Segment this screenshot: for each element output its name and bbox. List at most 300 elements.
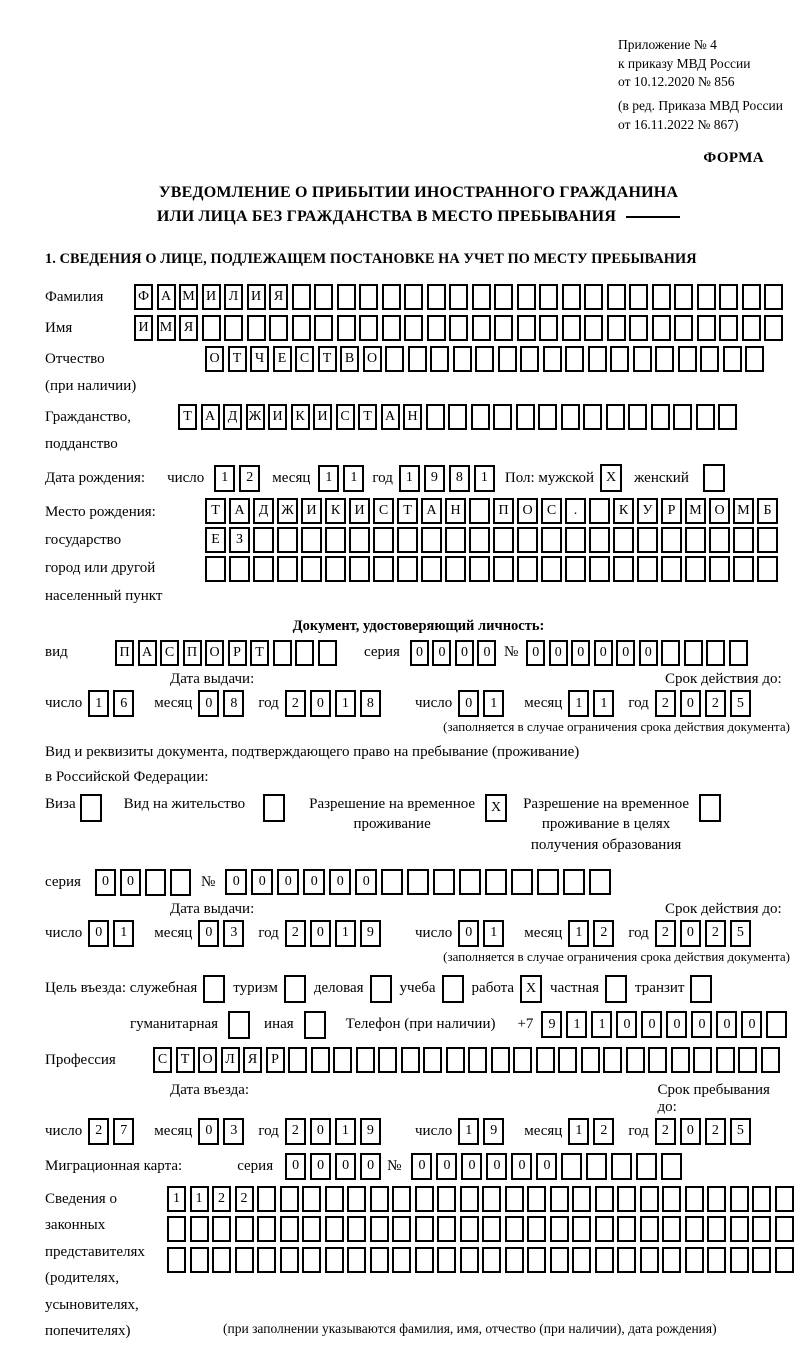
form-cell[interactable] xyxy=(325,527,346,553)
form-cell[interactable]: 0 xyxy=(680,690,701,717)
form-cell[interactable]: 0 xyxy=(691,1011,712,1038)
form-cell[interactable] xyxy=(288,1047,307,1073)
form-cell[interactable] xyxy=(527,1216,546,1242)
form-cell[interactable] xyxy=(678,346,697,372)
form-cell[interactable]: 6 xyxy=(113,690,134,717)
form-cell[interactable]: 0 xyxy=(594,640,613,666)
form-cell[interactable] xyxy=(637,527,658,553)
form-cell[interactable] xyxy=(742,284,761,310)
form-cell[interactable]: 0 xyxy=(251,869,273,895)
form-cell[interactable]: 1 xyxy=(568,1118,589,1145)
form-cell[interactable]: 0 xyxy=(716,1011,737,1038)
form-cell[interactable]: У xyxy=(637,498,658,524)
form-cell[interactable] xyxy=(404,284,423,310)
form-cell[interactable] xyxy=(314,284,333,310)
form-cell[interactable]: 8 xyxy=(223,690,244,717)
form-cell[interactable]: П xyxy=(115,640,134,666)
form-cell[interactable] xyxy=(662,1247,681,1273)
form-cell[interactable] xyxy=(421,556,442,582)
form-cell[interactable] xyxy=(80,794,102,822)
form-cell[interactable]: 1 xyxy=(458,1118,479,1145)
form-cell[interactable]: К xyxy=(613,498,634,524)
form-cell[interactable] xyxy=(733,556,754,582)
form-cell[interactable] xyxy=(742,315,761,341)
form-cell[interactable] xyxy=(565,556,586,582)
form-cell[interactable] xyxy=(538,404,557,430)
form-cell[interactable]: 1 xyxy=(483,920,504,947)
form-cell[interactable] xyxy=(696,404,715,430)
form-cell[interactable] xyxy=(697,284,716,310)
form-cell[interactable]: Л xyxy=(221,1047,240,1073)
form-cell[interactable]: 0 xyxy=(335,1153,356,1180)
form-cell[interactable]: Б xyxy=(757,498,778,524)
form-cell[interactable] xyxy=(498,346,517,372)
form-cell[interactable]: 2 xyxy=(285,1118,306,1145)
form-cell[interactable]: Ф xyxy=(134,284,153,310)
form-cell[interactable] xyxy=(269,315,288,341)
form-cell[interactable]: А xyxy=(381,404,400,430)
form-cell[interactable] xyxy=(673,404,692,430)
form-cell[interactable] xyxy=(610,346,629,372)
form-cell[interactable]: 1 xyxy=(474,465,495,492)
form-cell[interactable]: 1 xyxy=(318,465,339,492)
form-cell[interactable] xyxy=(333,1047,352,1073)
form-cell[interactable] xyxy=(407,869,429,895)
form-cell[interactable] xyxy=(718,404,737,430)
form-cell[interactable] xyxy=(397,527,418,553)
form-cell[interactable]: И xyxy=(301,498,322,524)
form-cell[interactable]: 0 xyxy=(616,640,635,666)
form-cell[interactable] xyxy=(449,315,468,341)
form-cell[interactable] xyxy=(613,527,634,553)
form-cell[interactable]: С xyxy=(153,1047,172,1073)
form-cell[interactable] xyxy=(408,346,427,372)
form-cell[interactable]: 1 xyxy=(335,1118,356,1145)
form-cell[interactable] xyxy=(311,1047,330,1073)
form-cell[interactable] xyxy=(445,527,466,553)
form-cell[interactable]: 0 xyxy=(641,1011,662,1038)
form-cell[interactable] xyxy=(628,404,647,430)
form-cell[interactable] xyxy=(563,869,585,895)
form-cell[interactable] xyxy=(709,527,730,553)
form-cell[interactable]: 0 xyxy=(277,869,299,895)
form-cell[interactable]: 5 xyxy=(730,920,751,947)
form-cell[interactable]: 0 xyxy=(741,1011,762,1038)
form-cell[interactable] xyxy=(685,556,706,582)
form-cell[interactable] xyxy=(738,1047,757,1073)
form-cell[interactable]: С xyxy=(336,404,355,430)
form-cell[interactable]: С xyxy=(373,498,394,524)
form-cell[interactable] xyxy=(716,1047,735,1073)
form-cell[interactable] xyxy=(448,404,467,430)
form-cell[interactable] xyxy=(730,1186,749,1212)
form-cell[interactable] xyxy=(337,315,356,341)
form-cell[interactable] xyxy=(415,1216,434,1242)
form-cell[interactable] xyxy=(757,527,778,553)
form-cell[interactable]: 1 xyxy=(335,690,356,717)
form-cell[interactable] xyxy=(415,1247,434,1273)
form-cell[interactable] xyxy=(224,315,243,341)
form-cell[interactable]: Н xyxy=(445,498,466,524)
form-cell[interactable]: И xyxy=(134,315,153,341)
form-cell[interactable] xyxy=(589,869,611,895)
form-cell[interactable] xyxy=(550,1216,569,1242)
form-cell[interactable]: 0 xyxy=(461,1153,482,1180)
form-cell[interactable] xyxy=(752,1247,771,1273)
form-cell[interactable] xyxy=(280,1216,299,1242)
form-cell[interactable]: 0 xyxy=(198,690,219,717)
form-cell[interactable] xyxy=(325,1186,344,1212)
form-cell[interactable] xyxy=(491,1047,510,1073)
form-cell[interactable]: К xyxy=(291,404,310,430)
form-cell[interactable]: 9 xyxy=(360,1118,381,1145)
form-cell[interactable]: 0 xyxy=(410,640,429,666)
form-cell[interactable] xyxy=(562,284,581,310)
form-cell[interactable] xyxy=(373,556,394,582)
form-cell[interactable] xyxy=(719,315,738,341)
form-cell[interactable] xyxy=(337,284,356,310)
form-cell[interactable]: А xyxy=(201,404,220,430)
form-cell[interactable] xyxy=(617,1186,636,1212)
form-cell[interactable]: 0 xyxy=(310,690,331,717)
form-cell[interactable]: 1 xyxy=(566,1011,587,1038)
form-cell[interactable] xyxy=(392,1186,411,1212)
form-cell[interactable] xyxy=(775,1216,794,1242)
form-cell[interactable] xyxy=(449,284,468,310)
form-cell[interactable] xyxy=(611,1153,632,1180)
form-cell[interactable] xyxy=(482,1216,501,1242)
form-cell[interactable]: Т xyxy=(250,640,269,666)
form-cell[interactable] xyxy=(445,556,466,582)
form-cell[interactable] xyxy=(752,1186,771,1212)
form-cell[interactable]: 0 xyxy=(310,920,331,947)
form-cell[interactable]: 0 xyxy=(680,1118,701,1145)
form-cell[interactable] xyxy=(565,346,584,372)
form-cell[interactable] xyxy=(637,556,658,582)
form-cell[interactable]: Д xyxy=(223,404,242,430)
form-cell[interactable] xyxy=(606,404,625,430)
form-cell[interactable] xyxy=(370,1216,389,1242)
form-cell[interactable] xyxy=(709,556,730,582)
form-cell[interactable]: 2 xyxy=(655,690,676,717)
form-cell[interactable] xyxy=(494,315,513,341)
form-cell[interactable] xyxy=(517,315,536,341)
form-cell[interactable] xyxy=(349,556,370,582)
form-cell[interactable]: 1 xyxy=(591,1011,612,1038)
form-cell[interactable] xyxy=(730,1216,749,1242)
form-cell[interactable] xyxy=(292,284,311,310)
form-cell[interactable]: 0 xyxy=(666,1011,687,1038)
form-cell[interactable] xyxy=(752,1216,771,1242)
form-cell[interactable] xyxy=(565,527,586,553)
form-cell[interactable] xyxy=(617,1247,636,1273)
form-cell[interactable] xyxy=(356,1047,375,1073)
form-cell[interactable] xyxy=(584,315,603,341)
form-cell[interactable] xyxy=(485,869,507,895)
form-cell[interactable]: 2 xyxy=(285,920,306,947)
form-cell[interactable]: 1 xyxy=(343,465,364,492)
form-cell[interactable] xyxy=(292,315,311,341)
form-cell[interactable] xyxy=(516,404,535,430)
form-cell[interactable] xyxy=(595,1247,614,1273)
form-cell[interactable] xyxy=(685,1216,704,1242)
form-cell[interactable] xyxy=(640,1247,659,1273)
form-cell[interactable]: 9 xyxy=(360,920,381,947)
form-cell[interactable]: 1 xyxy=(568,690,589,717)
form-cell[interactable]: 0 xyxy=(511,1153,532,1180)
form-cell[interactable] xyxy=(603,1047,622,1073)
form-cell[interactable] xyxy=(588,346,607,372)
form-cell[interactable]: 1 xyxy=(190,1186,209,1212)
form-cell[interactable] xyxy=(446,1047,465,1073)
form-cell[interactable]: Ч xyxy=(250,346,269,372)
form-cell[interactable] xyxy=(595,1186,614,1212)
form-cell[interactable] xyxy=(589,556,610,582)
form-cell[interactable] xyxy=(595,1216,614,1242)
form-cell[interactable] xyxy=(684,640,703,666)
form-cell[interactable] xyxy=(605,975,627,1003)
form-cell[interactable] xyxy=(167,1216,186,1242)
form-cell[interactable] xyxy=(707,1216,726,1242)
form-cell[interactable] xyxy=(730,1247,749,1273)
form-cell[interactable] xyxy=(263,794,285,822)
form-cell[interactable] xyxy=(561,1153,582,1180)
form-cell[interactable] xyxy=(482,1247,501,1273)
form-cell[interactable] xyxy=(247,315,266,341)
form-cell[interactable]: П xyxy=(493,498,514,524)
form-cell[interactable]: О xyxy=(517,498,538,524)
form-cell[interactable]: З xyxy=(229,527,250,553)
form-cell[interactable]: Ж xyxy=(277,498,298,524)
form-cell[interactable] xyxy=(505,1216,524,1242)
form-cell[interactable] xyxy=(652,284,671,310)
form-cell[interactable]: 0 xyxy=(486,1153,507,1180)
form-cell[interactable] xyxy=(437,1186,456,1212)
form-cell[interactable]: 5 xyxy=(730,690,751,717)
form-cell[interactable] xyxy=(651,404,670,430)
form-cell[interactable] xyxy=(235,1247,254,1273)
form-cell[interactable] xyxy=(257,1186,276,1212)
form-cell[interactable] xyxy=(190,1216,209,1242)
form-cell[interactable] xyxy=(273,640,292,666)
form-cell[interactable]: 5 xyxy=(730,1118,751,1145)
form-cell[interactable] xyxy=(423,1047,442,1073)
form-cell[interactable] xyxy=(517,527,538,553)
form-cell[interactable]: 2 xyxy=(655,920,676,947)
form-cell[interactable] xyxy=(190,1247,209,1273)
form-cell[interactable] xyxy=(517,556,538,582)
form-cell[interactable] xyxy=(729,640,748,666)
form-cell[interactable]: . xyxy=(565,498,586,524)
form-cell[interactable] xyxy=(640,1216,659,1242)
form-cell[interactable]: 0 xyxy=(616,1011,637,1038)
form-cell[interactable] xyxy=(378,1047,397,1073)
form-cell[interactable] xyxy=(661,527,682,553)
form-cell[interactable] xyxy=(572,1186,591,1212)
form-cell[interactable]: 0 xyxy=(310,1153,331,1180)
form-cell[interactable] xyxy=(719,284,738,310)
form-cell[interactable] xyxy=(359,315,378,341)
form-cell[interactable] xyxy=(235,1216,254,1242)
form-cell[interactable]: 2 xyxy=(212,1186,231,1212)
form-cell[interactable]: 2 xyxy=(285,690,306,717)
form-cell[interactable] xyxy=(459,869,481,895)
form-cell[interactable]: Е xyxy=(273,346,292,372)
form-cell[interactable]: 8 xyxy=(449,465,470,492)
form-cell[interactable]: А xyxy=(138,640,157,666)
form-cell[interactable] xyxy=(723,346,742,372)
form-cell[interactable] xyxy=(253,556,274,582)
form-cell[interactable]: 0 xyxy=(355,869,377,895)
form-cell[interactable] xyxy=(170,869,191,896)
form-cell[interactable] xyxy=(572,1247,591,1273)
form-cell[interactable]: С xyxy=(295,346,314,372)
form-cell[interactable] xyxy=(652,315,671,341)
form-cell[interactable]: 0 xyxy=(536,1153,557,1180)
form-cell[interactable] xyxy=(661,1153,682,1180)
form-cell[interactable] xyxy=(493,404,512,430)
form-cell[interactable] xyxy=(690,975,712,1003)
form-cell[interactable]: М xyxy=(179,284,198,310)
form-cell[interactable] xyxy=(617,1216,636,1242)
form-cell[interactable] xyxy=(437,1247,456,1273)
form-cell[interactable]: Р xyxy=(228,640,247,666)
form-cell[interactable] xyxy=(537,869,559,895)
form-cell[interactable]: 0 xyxy=(458,690,479,717)
form-cell[interactable]: 1 xyxy=(88,690,109,717)
form-cell[interactable]: 0 xyxy=(526,640,545,666)
form-cell[interactable] xyxy=(433,869,455,895)
form-cell[interactable] xyxy=(764,284,783,310)
form-cell[interactable] xyxy=(228,1011,250,1039)
form-cell[interactable]: И xyxy=(349,498,370,524)
form-cell[interactable] xyxy=(494,284,513,310)
form-cell[interactable] xyxy=(397,556,418,582)
form-cell[interactable] xyxy=(295,640,314,666)
form-cell[interactable]: 2 xyxy=(88,1118,109,1145)
form-cell[interactable]: Т xyxy=(358,404,377,430)
form-cell[interactable] xyxy=(430,346,449,372)
form-cell[interactable] xyxy=(764,315,783,341)
form-cell[interactable] xyxy=(662,1186,681,1212)
form-cell[interactable] xyxy=(505,1247,524,1273)
form-cell[interactable] xyxy=(370,1247,389,1273)
form-cell[interactable] xyxy=(527,1186,546,1212)
form-cell[interactable] xyxy=(613,556,634,582)
form-cell[interactable] xyxy=(539,284,558,310)
form-cell[interactable] xyxy=(385,346,404,372)
form-cell[interactable] xyxy=(561,404,580,430)
form-cell[interactable] xyxy=(347,1186,366,1212)
form-cell[interactable] xyxy=(392,1216,411,1242)
form-cell[interactable] xyxy=(469,527,490,553)
form-cell[interactable]: А xyxy=(421,498,442,524)
form-cell[interactable] xyxy=(229,556,250,582)
form-cell[interactable]: 0 xyxy=(285,1153,306,1180)
form-cell[interactable] xyxy=(318,640,337,666)
form-cell[interactable]: 2 xyxy=(239,465,260,492)
form-cell[interactable] xyxy=(586,1153,607,1180)
form-cell[interactable] xyxy=(685,1186,704,1212)
form-cell[interactable] xyxy=(775,1247,794,1273)
form-cell[interactable] xyxy=(469,498,490,524)
form-cell[interactable]: Ж xyxy=(246,404,265,430)
form-cell[interactable]: 2 xyxy=(705,920,726,947)
form-cell[interactable]: И xyxy=(202,284,221,310)
form-cell[interactable] xyxy=(382,315,401,341)
form-cell[interactable]: 0 xyxy=(436,1153,457,1180)
form-cell[interactable] xyxy=(699,794,721,822)
form-cell[interactable]: Т xyxy=(178,404,197,430)
form-cell[interactable]: 2 xyxy=(593,1118,614,1145)
form-cell[interactable]: В xyxy=(340,346,359,372)
form-cell[interactable]: 0 xyxy=(303,869,325,895)
form-cell[interactable]: 1 xyxy=(113,920,134,947)
form-cell[interactable] xyxy=(520,346,539,372)
form-cell[interactable]: 1 xyxy=(483,690,504,717)
form-cell[interactable] xyxy=(655,346,674,372)
form-cell[interactable]: Р xyxy=(661,498,682,524)
form-cell[interactable]: И xyxy=(247,284,266,310)
form-cell[interactable] xyxy=(167,1247,186,1273)
form-cell[interactable] xyxy=(301,556,322,582)
form-cell[interactable] xyxy=(527,1247,546,1273)
form-cell[interactable]: 1 xyxy=(399,465,420,492)
form-cell[interactable]: М xyxy=(685,498,706,524)
form-cell[interactable] xyxy=(703,464,725,492)
form-cell[interactable] xyxy=(469,556,490,582)
form-cell[interactable] xyxy=(468,1047,487,1073)
form-cell[interactable]: Е xyxy=(205,527,226,553)
form-cell[interactable] xyxy=(626,1047,645,1073)
form-cell[interactable] xyxy=(280,1247,299,1273)
form-cell[interactable]: 0 xyxy=(329,869,351,895)
form-cell[interactable] xyxy=(284,975,306,1003)
form-cell[interactable] xyxy=(581,1047,600,1073)
form-cell[interactable] xyxy=(693,1047,712,1073)
form-cell[interactable] xyxy=(661,556,682,582)
form-cell[interactable] xyxy=(472,284,491,310)
form-cell[interactable] xyxy=(541,527,562,553)
form-cell[interactable] xyxy=(589,527,610,553)
form-cell[interactable] xyxy=(493,527,514,553)
form-cell[interactable]: Я xyxy=(269,284,288,310)
form-cell[interactable]: К xyxy=(325,498,346,524)
form-cell[interactable]: А xyxy=(229,498,250,524)
form-cell[interactable]: О xyxy=(363,346,382,372)
form-cell[interactable] xyxy=(505,1186,524,1212)
form-cell[interactable] xyxy=(304,1011,326,1039)
form-cell[interactable]: 0 xyxy=(549,640,568,666)
form-cell[interactable]: Я xyxy=(243,1047,262,1073)
form-cell[interactable] xyxy=(671,1047,690,1073)
form-cell[interactable] xyxy=(415,1186,434,1212)
form-cell[interactable] xyxy=(460,1186,479,1212)
form-cell[interactable]: 2 xyxy=(705,690,726,717)
form-cell[interactable]: Т xyxy=(397,498,418,524)
form-cell[interactable]: А xyxy=(157,284,176,310)
form-cell[interactable] xyxy=(205,556,226,582)
form-cell[interactable]: 8 xyxy=(360,690,381,717)
form-cell[interactable] xyxy=(257,1247,276,1273)
form-cell[interactable] xyxy=(325,556,346,582)
form-cell[interactable]: 2 xyxy=(593,920,614,947)
form-cell[interactable]: 0 xyxy=(95,869,116,896)
form-cell[interactable] xyxy=(543,346,562,372)
form-cell[interactable]: 7 xyxy=(113,1118,134,1145)
form-cell[interactable] xyxy=(471,404,490,430)
form-cell[interactable]: 2 xyxy=(655,1118,676,1145)
